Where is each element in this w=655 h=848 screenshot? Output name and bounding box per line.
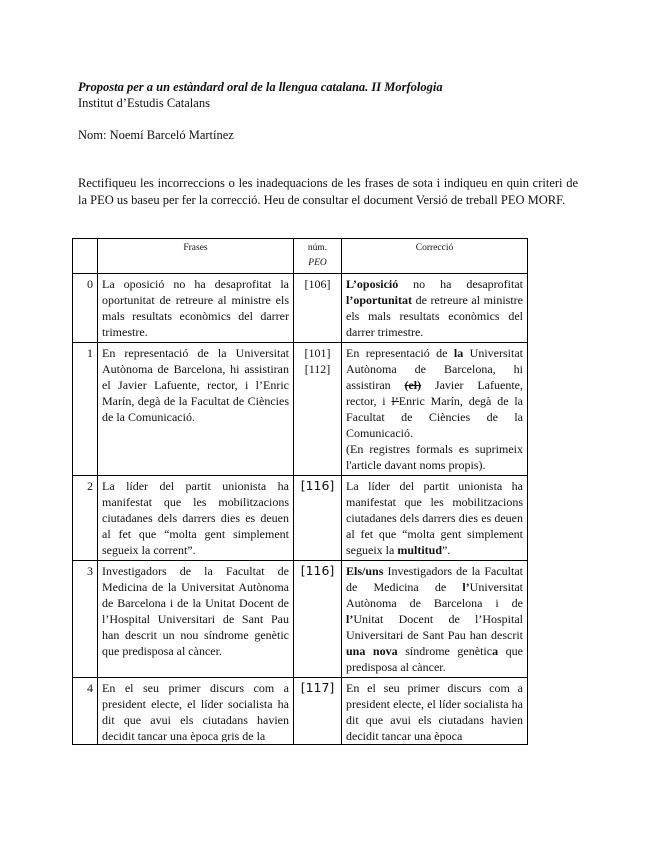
correction-strikethrough: (el) [404,378,422,392]
correction-text: síndrome genètic [397,644,493,658]
correction-bold: a [492,644,499,658]
document-title: Proposta per a un estàndard oral de la llengua catalana. II Morfologia [78,80,443,94]
sentence-cell: La oposició no ha desaprofitat la oportunitat de retreure al ministre els mals resultats econòmics del darrer trimestre. [98,274,294,343]
peo-cell [294,343,342,476]
correction-cell [342,678,528,745]
header-peo-label: PEO [308,258,327,268]
peo-ref: [101] [304,346,331,360]
institution-name: Institut d’Estudis Catalans [78,96,210,110]
correction-bold: multitud [397,543,443,557]
row-number: 3 [73,561,98,678]
table-row [73,343,528,476]
correction-bold: una nova [346,644,398,658]
row-number: 1 [73,343,98,476]
header-frases: Frases [98,239,294,274]
correction-bold: L’oposició [346,277,399,291]
correction-text: Investigadors de la Facultat de Medicina de [346,564,523,594]
correction-bold: l’oportunitat [346,293,412,307]
correction-bold: Els/uns [346,564,384,578]
header-peo [294,239,342,274]
peo-ref: [116] [300,478,335,493]
correction-text: Enric Marín, degà de la Facultat de Ciències de la Comunicació. [346,394,523,440]
peo-ref: [106] [304,277,331,291]
correction-text: no ha desaprofitat [398,277,523,291]
peo-ref: [117] [300,680,335,695]
row-number: 2 [73,476,98,561]
table-row [73,274,528,343]
correction-text: que predisposa al càncer. [346,644,524,674]
correction-cell [342,274,528,343]
correction-text: En representació de [346,346,454,360]
exercise-table [72,238,528,745]
sentence-cell: Investigadors de la Facultat de Medicina de la Universitat Autònoma de Barcelona i de la Unitat Docent de l’Hospital Universitari de Sant Pau han descrit un nou síndrome genètic que predisposa al càncer. [98,561,294,678]
table-header-row [73,239,528,274]
correction-text: Universitat Autònoma de Barcelona i de [346,580,523,610]
correction-bold: la [453,346,464,360]
sentence-text: En el seu primer discurs com a president electe, el líder socialista ha dit que avui els ciutadans havien decidit tancar una època gris de la [102,681,289,742]
correction-text: En el seu primer discurs com a president electe, el líder socialista ha dit que avui els ciutadans havien decidit tancar una època [346,681,523,742]
table-row [73,561,528,678]
row-number: 4 [73,678,98,745]
correction-note: (En registres formals es suprimeix l'article davant noms propis). [346,442,523,472]
table-row [73,476,528,561]
correction-text: Universitat Autònoma de Barcelona, hi assistiran [346,346,523,392]
correction-text: Unitat Docent de l’Hospital Universitari de Sant Pau han descrit [346,612,523,642]
peo-cell [294,476,342,561]
header-index [73,239,98,274]
row-number: 0 [73,274,98,343]
sentence-cell: La líder del partit unionista ha manifestat que les mobilitzacions ciutadanes dels darrers dies es deuen al fet que “molta gent simplement segueix la corrent”. [98,476,294,561]
peo-cell [294,678,342,745]
correction-text: ”. [442,543,451,557]
instructions-paragraph: Rectifiqueu les incorreccions o les inadequacions de les frases de sota i indiqueu en quin criteri de la PEO us baseu per fer la correcció. Heu de consultar el document Versió de treball PEO MORF. [78,176,578,207]
correction-cell [342,343,528,476]
header-peo-num: núm. [307,243,328,253]
correction-cell [342,561,528,678]
sentence-cell: En representació de la Universitat Autònoma de Barcelona, hi assistiran el Javier Lafuente, rector, i l’Enric Marín, degà de la Facultat de Ciències de la Comunicació. [98,343,294,476]
peo-cell [294,274,342,343]
table-row [73,678,528,745]
sentence-cell [98,678,294,745]
correction-bold: l’ [462,580,470,594]
header-correccio: Correcció [342,239,528,274]
peo-ref: [112] [304,362,331,376]
student-name: Nom: Noemí Barceló Martínez [78,128,234,142]
correction-text: de retreure al ministre els mals resultats econòmics del darrer trimestre. [346,293,523,339]
correction-bold: l’ [346,612,354,626]
peo-ref: [116] [300,563,335,578]
correction-strikethrough: l’ [391,394,399,408]
correction-text: La líder del partit unionista ha manifestat que les mobilitzacions ciutadanes dels darrers dies es deuen al fet que “molta gent simplement segueix la [346,479,523,557]
correction-cell [342,476,528,561]
correction-text: Javier Lafuente, rector, i [346,378,523,408]
peo-cell [294,561,342,678]
